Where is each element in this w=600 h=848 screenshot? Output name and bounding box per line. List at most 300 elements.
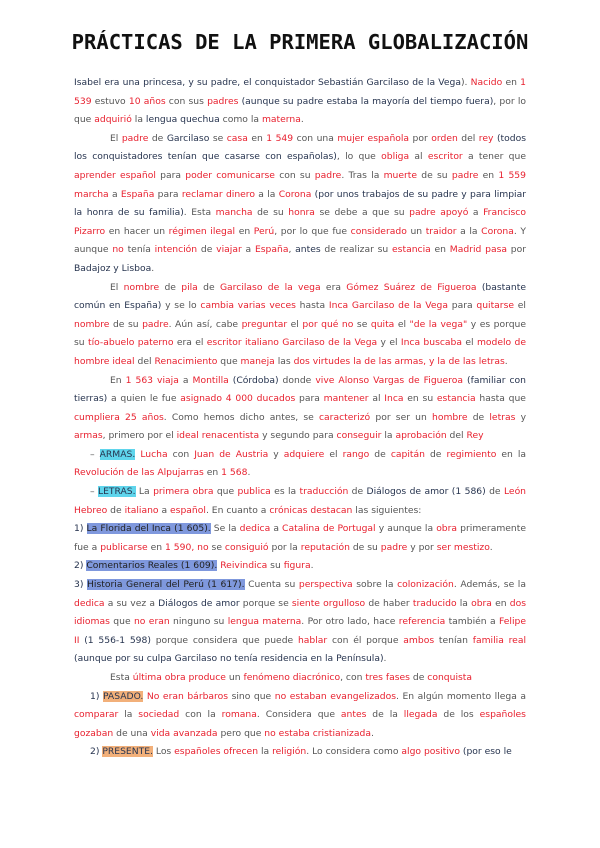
text-run: . [310, 560, 314, 572]
emphasis-text: referencia [398, 616, 446, 628]
paragraph-intro [74, 74, 526, 130]
text-run: el [287, 318, 303, 330]
highlighted-heading: Comentarios Reales (1 609). [86, 560, 218, 572]
emphasis-text: Diálogos de amor [366, 486, 449, 498]
emphasis-text: primera obra [153, 486, 214, 498]
text-run: con sus [165, 95, 208, 107]
text-run: a quien le fue [107, 393, 181, 405]
text-run: Cuenta su [244, 579, 299, 591]
text-run: era el [173, 337, 207, 349]
text-run: de [369, 448, 391, 460]
emphasis-text: Montilla [192, 374, 229, 386]
emphasis-text: Felipe II [74, 616, 527, 646]
text-run: . [247, 467, 251, 479]
emphasis-text: antes [295, 244, 321, 256]
text-run: un [406, 225, 426, 237]
text-run: y por [407, 541, 437, 553]
emphasis-text: considerado [350, 225, 407, 237]
text-run: por la [268, 541, 301, 553]
emphasis-text: obra [436, 523, 458, 535]
list-item-florida [74, 520, 526, 557]
emphasis-text: traidor [425, 225, 457, 237]
text-run: un [225, 672, 244, 683]
paragraph-diachronic [74, 669, 526, 688]
emphasis-text: obra [471, 597, 492, 609]
emphasis-text: dos virtudes la de las armas, y la de las letras [293, 355, 505, 367]
text-run: la [118, 709, 139, 721]
text-run: se [209, 132, 227, 144]
text-run: con la [179, 709, 222, 721]
text-run: la [131, 114, 146, 126]
paragraph-montilla [74, 372, 526, 446]
emphasis-text: letras [489, 411, 516, 423]
emphasis-text: fenómeno diacrónico [243, 672, 341, 683]
emphasis-text: (familiar con tierras) [74, 374, 526, 405]
text-run: a [178, 374, 193, 386]
emphasis-text: (por eso le [462, 746, 512, 758]
text-run: de su [252, 207, 289, 219]
emphasis-text: Nacido [467, 77, 503, 88]
emphasis-text: padre [314, 169, 342, 181]
emphasis-text: ser mestizo [436, 541, 490, 553]
emphasis-text: 1) [90, 690, 103, 702]
text-run: La [135, 486, 154, 498]
text-run: , con [340, 672, 366, 683]
highlighted-heading: PASADO. [102, 690, 144, 702]
emphasis-text: Diálogos de amor [158, 597, 240, 609]
text-run: , primero por el [102, 430, 177, 442]
emphasis-text: sociedad [138, 709, 180, 721]
emphasis-text: capitán [390, 448, 425, 460]
text-run: a la [255, 188, 279, 200]
text-run: . Considera que [256, 709, 341, 721]
text-run: a tener que [462, 151, 526, 163]
emphasis-text: pasa [485, 244, 508, 256]
text-run: y es porque su [74, 318, 527, 349]
emphasis-text: última obra produce [132, 672, 226, 683]
emphasis-text: nombre [123, 281, 160, 293]
emphasis-text: pila [181, 281, 198, 293]
emphasis-text: 10 años [128, 95, 166, 107]
paragraph-father-marriage [74, 130, 526, 279]
text-run: . Tras la [341, 169, 384, 181]
emphasis-text: antes [340, 709, 367, 721]
list-item-historia [74, 576, 526, 669]
text-run: en [247, 132, 267, 144]
text-run: en [430, 244, 450, 256]
text-run: – [90, 486, 98, 498]
text-run: a [108, 188, 121, 200]
emphasis-text: (aunque por su culpa Garcilaso no tenía residencia en la Península) [74, 653, 384, 665]
emphasis-text: conseguir [336, 430, 382, 442]
emphasis-text: modelo de hombre ideal [74, 337, 526, 367]
text-run: a [241, 244, 255, 256]
text-run: , lo que [336, 151, 382, 163]
text-run: en la [496, 448, 527, 460]
text-run: en [147, 541, 166, 553]
emphasis-text: viajar [216, 244, 242, 256]
emphasis-text: 1 539 [74, 77, 526, 107]
text-run: . [504, 355, 508, 367]
emphasis-text: Francisco Pizarro [74, 207, 526, 237]
text-run: al [368, 393, 385, 405]
emphasis-text: orden [431, 132, 458, 144]
text-run: hasta que [475, 393, 526, 405]
text-run: con una [293, 132, 338, 144]
text-run: , por lo que fue [274, 225, 351, 237]
emphasis-text: tío-abuelo paterno [87, 337, 174, 349]
emphasis-text: Badajoz y Lisboa [74, 262, 152, 274]
text-run: se debe a que su [314, 207, 410, 219]
emphasis-text: dedica [74, 597, 105, 609]
text-run: como la [219, 114, 262, 126]
emphasis-text: intención [154, 244, 198, 256]
emphasis-text: Corona [278, 188, 312, 200]
emphasis-text: hablar [297, 634, 328, 646]
text-run: las siguientes: [352, 504, 422, 516]
emphasis-text: religión [272, 746, 307, 758]
emphasis-text: 3) [74, 579, 88, 591]
text-run: en [235, 225, 254, 237]
text-run: para [155, 169, 186, 181]
text-run: el [514, 300, 526, 312]
text-run: era [320, 281, 347, 293]
text-run: de [107, 504, 125, 516]
emphasis-text: Inca [384, 393, 404, 405]
text-run: en [203, 467, 222, 479]
emphasis-text: (bastante común en España) [74, 281, 526, 312]
text-run: . [370, 727, 374, 739]
text-run: con él porque [327, 634, 404, 646]
text-run: . [489, 541, 493, 553]
text-run: Esta [110, 672, 133, 683]
text-run: Se la [210, 523, 240, 535]
highlighted-heading: PRESENTE. [102, 746, 153, 758]
text-run: . Como hemos dicho antes, se [163, 411, 319, 423]
text-run: de su [349, 541, 381, 553]
text-run: de [159, 281, 182, 293]
emphasis-text: nombre [74, 318, 110, 330]
text-run: y se lo [161, 300, 201, 312]
text-run: a la [456, 225, 482, 237]
emphasis-text: 1 568 [221, 467, 248, 479]
text-run: de [148, 132, 167, 144]
text-run: donde [278, 374, 316, 386]
emphasis-text: estancia [436, 393, 476, 405]
emphasis-text: régimen ilegal [168, 225, 236, 237]
text-run: . En algún momento llega a [396, 690, 526, 702]
text-run: de haber [365, 597, 413, 609]
emphasis-text: aprender español [74, 169, 156, 181]
emphasis-text: no estaban evangelizados [274, 690, 397, 702]
highlighted-heading: Historia General del Perú (1 617). [87, 579, 245, 591]
emphasis-text: Garcilaso de la vega [219, 281, 321, 293]
highlighted-heading: ARMAS. [99, 448, 136, 460]
text-run: del [457, 132, 479, 144]
emphasis-text: No eran bárbaros [146, 690, 229, 702]
text-run: tenían [434, 634, 473, 646]
text-run: de [348, 486, 367, 498]
emphasis-text: armas [74, 430, 103, 442]
text-run: de [409, 672, 428, 683]
text-run: de [485, 486, 504, 498]
text-run: . [300, 114, 304, 126]
emphasis-text: tres fases [365, 672, 410, 683]
emphasis-text: (1 586) [451, 486, 486, 498]
text-run: el [324, 448, 343, 460]
emphasis-text: padre [121, 132, 149, 144]
emphasis-text: preguntar [241, 318, 288, 330]
emphasis-text: vive Alonso Vargas de Figueroa [315, 374, 463, 386]
text-run: y el [377, 337, 401, 349]
emphasis-text: aprobación [395, 430, 447, 442]
text-run: de [197, 244, 217, 256]
emphasis-text: crónicas destacan [269, 504, 353, 516]
emphasis-text: romana [221, 709, 257, 721]
emphasis-text: "de la vega" [409, 318, 468, 330]
emphasis-text: colonización [397, 579, 454, 591]
emphasis-text: lengua quechua [145, 114, 220, 126]
emphasis-text: por qué no [302, 318, 354, 330]
text-run: la [258, 746, 273, 758]
emphasis-text: Inca buscaba [400, 337, 463, 349]
emphasis-text: estancia [392, 244, 431, 256]
emphasis-text: Inca Garcilaso de la Vega [328, 300, 448, 312]
text-run: para [295, 393, 324, 405]
text-run: . Esta [183, 207, 216, 219]
text-run: se [208, 541, 225, 553]
emphasis-text: 1 549 [266, 132, 294, 144]
emphasis-text: consiguió [224, 541, 269, 553]
text-run: sino que [228, 690, 275, 702]
emphasis-text: Gómez Suárez de Figueroa [346, 281, 477, 293]
emphasis-text: España [254, 244, 289, 256]
emphasis-text: dos idiomas [74, 597, 526, 628]
text-run: en hacer un [105, 225, 169, 237]
emphasis-text: Garcilaso [166, 132, 210, 144]
text-run: para [447, 300, 477, 312]
text-run: pero que [217, 727, 265, 739]
emphasis-text: Revolución de las Alpujarras [74, 467, 204, 479]
document-body [74, 74, 526, 762]
text-run: Los [152, 746, 175, 758]
text-run: en [478, 169, 499, 181]
text-run: de [467, 411, 490, 423]
emphasis-text: vida avanzada [150, 727, 218, 739]
highlighted-heading: LETRAS. [97, 486, 136, 498]
text-run: del [134, 355, 155, 367]
emphasis-text: 1 563 viaja [125, 374, 179, 386]
text-run: se [353, 318, 371, 330]
emphasis-text: publicarse [100, 541, 148, 553]
emphasis-text: muerte [383, 169, 418, 181]
emphasis-text: ambos [403, 634, 435, 646]
emphasis-text: (aunque su padre estaba la mayoría del tiempo fuera) [241, 95, 494, 107]
text-run: tenía [123, 244, 155, 256]
emphasis-text: 2) [90, 746, 103, 758]
emphasis-text: España [120, 188, 155, 200]
text-run: con su [274, 169, 315, 181]
emphasis-text: no eran [133, 616, 170, 628]
emphasis-text: escritor [427, 151, 463, 163]
text-run: la [381, 430, 396, 442]
text-run: El [110, 132, 122, 144]
text-run: para [154, 188, 182, 200]
emphasis-text: Renacimiento [154, 355, 218, 367]
text-run: por [409, 132, 432, 144]
emphasis-text: italiano [124, 504, 159, 516]
emphasis-text: publica [237, 486, 271, 498]
emphasis-text: no estaba cristianizada [264, 727, 371, 739]
paragraph-name [74, 279, 526, 372]
emphasis-text: conquista [427, 672, 473, 683]
text-run: primeramente fue a [74, 523, 527, 553]
text-run: de [424, 448, 447, 460]
text-run: y aunque la [375, 523, 437, 535]
text-run: sobre la [352, 579, 398, 591]
text-run: en su [403, 393, 437, 405]
emphasis-text: 1 559 [498, 169, 526, 181]
emphasis-text: ideal renacentista [176, 430, 260, 442]
text-run: a su vez a [104, 597, 159, 609]
page-title: PRÁCTICAS DE LA PRIMERA GLOBALIZACIÓN [71, 30, 529, 54]
emphasis-text: padre apoyó [409, 207, 469, 219]
emphasis-text: comparar [74, 709, 119, 721]
text-run: de [197, 281, 220, 293]
text-run: que [217, 355, 241, 367]
text-run: ninguno su [169, 616, 228, 628]
text-run: y segundo para [259, 430, 337, 442]
emphasis-text: Corona [481, 225, 514, 237]
emphasis-text: maneja [240, 355, 275, 367]
text-run: En [110, 374, 126, 386]
text-run: . Por otro lado, hace [301, 616, 399, 628]
text-run: a [270, 523, 283, 535]
emphasis-text: materna [261, 114, 301, 126]
emphasis-text: adquiere [283, 448, 325, 460]
text-run: . En cuanto a [205, 504, 270, 516]
emphasis-text: Lucha [140, 448, 168, 460]
text-run: la [456, 597, 472, 609]
emphasis-text: Rey [466, 430, 484, 442]
emphasis-text: casa [226, 132, 248, 144]
emphasis-text: mantener [323, 393, 369, 405]
emphasis-text: españoles gozaban [74, 709, 526, 739]
emphasis-text: 1) [74, 523, 87, 535]
emphasis-text: traducción [299, 486, 349, 498]
text-run: las [274, 355, 294, 367]
emphasis-text: (1 556-1 598) [84, 634, 151, 646]
emphasis-text: (todos los conquistadores tenían que casarse con españolas) [74, 132, 527, 163]
text-run: , [288, 244, 296, 256]
emphasis-text: Reivindica [220, 560, 268, 572]
emphasis-text: cumpliera 25 años [74, 411, 164, 423]
emphasis-text: caracterizó [319, 411, 371, 423]
emphasis-text: poder comunicarse [185, 169, 275, 181]
list-item-presente [74, 743, 526, 762]
emphasis-text: marcha [74, 188, 109, 200]
emphasis-text: español [170, 504, 206, 516]
list-item-letras [74, 483, 526, 520]
list-item-pasado [74, 688, 526, 744]
text-run: el [394, 318, 410, 330]
emphasis-text: Isabel era una princesa, y su padre, el conquistador Sebastián Garcilaso de la Vega [74, 77, 461, 88]
text-run: , por lo que [74, 95, 527, 126]
text-run: al [409, 151, 428, 163]
emphasis-text: españoles ofrecen [174, 746, 259, 758]
text-run: por ser un [370, 411, 433, 423]
text-run: del [446, 430, 467, 442]
emphasis-text: mujer española [337, 132, 410, 144]
text-run: . [151, 262, 155, 274]
text-run: que [213, 486, 238, 498]
text-run: y [515, 411, 527, 423]
emphasis-text: escritor italiano Garcilaso de la Vega [206, 337, 378, 349]
emphasis-text: lengua materna [227, 616, 302, 628]
text-run: – [90, 448, 100, 460]
emphasis-text: rango [342, 448, 370, 460]
emphasis-text: 2) [74, 560, 87, 572]
text-run: de su [109, 318, 143, 330]
emphasis-text: León Hebreo [74, 486, 527, 516]
emphasis-text: siente orgulloso [291, 597, 366, 609]
emphasis-text: Catalina de Portugal [282, 523, 376, 535]
emphasis-text: obliga [381, 151, 410, 163]
emphasis-text: quitarse [476, 300, 515, 312]
emphasis-text: cambia varias veces [200, 300, 296, 312]
text-run: porque se [239, 597, 292, 609]
emphasis-text: regimiento [446, 448, 497, 460]
emphasis-text: algo positivo [401, 746, 460, 758]
text-run: el [462, 337, 477, 349]
list-item-armas [74, 446, 526, 483]
text-run: de una [113, 727, 151, 739]
emphasis-text: adquirió [94, 114, 132, 126]
text-run: es la [270, 486, 300, 498]
text-run: con [167, 448, 195, 460]
text-run: estuvo [91, 95, 129, 107]
list-item-comentarios [74, 557, 526, 576]
text-run: El [110, 281, 124, 293]
emphasis-text: no [112, 244, 124, 256]
text-run: de la [366, 709, 404, 721]
text-run: ). [460, 77, 468, 88]
emphasis-text: traducido [412, 597, 457, 609]
emphasis-text: honra [288, 207, 315, 219]
emphasis-text: (por unos trabajos de su padre y para limpiar la honra de su familia) [74, 188, 527, 219]
text-run: . Lo considera como [306, 746, 402, 758]
emphasis-text: Perú [253, 225, 275, 237]
text-run: . Además, se la [453, 579, 526, 591]
emphasis-text: padre [380, 541, 408, 553]
text-run: . Aún así, cabe [168, 318, 242, 330]
text-run: en [502, 77, 521, 88]
emphasis-text: rey [478, 132, 494, 144]
text-run: hasta [295, 300, 329, 312]
text-run: en [491, 597, 510, 609]
emphasis-text: mancha [215, 207, 253, 219]
emphasis-text: padre [451, 169, 479, 181]
emphasis-text: familia real [472, 634, 527, 646]
text-run: de los [437, 709, 480, 721]
emphasis-text: asignado 4 000 ducados [180, 393, 296, 405]
emphasis-text: Juan de Austria [194, 448, 269, 460]
text-run: su [267, 560, 284, 572]
text-run: a [158, 504, 171, 516]
emphasis-text: padres [207, 95, 239, 107]
highlighted-heading: La Florida del Inca (1 605). [86, 523, 211, 535]
emphasis-text: dedica [239, 523, 271, 535]
